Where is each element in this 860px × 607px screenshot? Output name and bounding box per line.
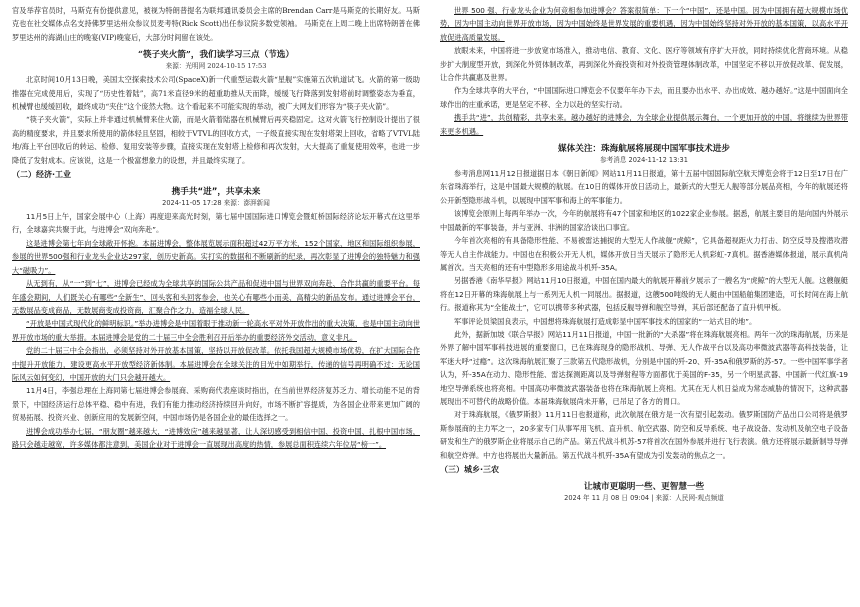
right-column [440, 4, 848, 505]
article4-byline: 2024 年 11 月 08 日 09:04 | 来源：人民网-观点频道 [564, 494, 724, 502]
section-heading-economy: （二）经济·工业 [12, 170, 72, 180]
article2-continued-paragraph: 世界 500 强、行业龙头企业为何竞相参加进博会？答案很简单：下一个“中国”，还是中国。因为中国拥有超大规模市场优势，因为中国主动向世界开放市场，因为中国始终是世界发展的重要机遇，因为中国始终坚持对外开放的基本国策，以高水平开放促进高质量发展。 [440, 6, 848, 42]
article3-paragraph: 今年首次亮相的有具备隐形性能、不易被雷达捕捉的大型无人作战舰“虎鲸”，它具备超视距火力打击、防空反导及搜潜攻潜等无人自主作战能力。中国也在积极公开无人机，媒体开放日当天展示了隐形无人机彩虹-7真机。据香港媒体报道，展示真机尚属首次。当天亮相的还有中型隐形多用途战斗机歼-35A。 [440, 236, 848, 272]
article2-paragraph: 11月4日，李强总理在上海同第七届进博会参展商、采购商代表座谈时指出，在当前世界经济复苏乏力、增长动能不足的背景下，中国经济运行总体平稳、稳中有进，我们有能力推动经济持续回升向好，市场不断扩容提质，为各国企业带来更加广阔的贸易拓展、投资兴业、创新应用的发展新空间，中国市场仍是各国企业的最佳选择之一。 [12, 386, 420, 423]
article4-title: 让城市更聪明一些、更智慧一些 [583, 482, 705, 492]
article2-byline: 2024-11-05 17:28 来源：澎湃新闻 [162, 199, 270, 208]
article3-byline: 参考消息 2024-11-12 13:31 [600, 156, 688, 165]
section-heading-urban-rural: （三）城乡·三农 [440, 465, 500, 474]
article1-paragraph: “筷子夹火箭”，实际上并非通过机械臂来住火箭，而是火箭着陆器在机械臂后再夹稳固定。这对火箭飞行控制设计提出了很高的精度要求，并且要求所使用的箭体轻且坚固，相较于VTVL的回收方式，一子级直接实现在发射塔架上回收，省略了VTVL陆地/海上平台回收后的转运、检修、复用安装等步骤，直接实现在发射塔上检修和再次发射，大大提高了重复使用效率，也进一步降低了发射成本。应该说，这是一个极富想象力的设想，并且最终实现了。 [12, 115, 420, 165]
article2-continued-paragraph: 作为全球共享的大平台，“中国国际进口博览会不仅要年年办下去，而且要办出水平、办出成效、越办越好。”这是中国面向全球作出的庄重承诺，更是坚定不移、全力以赴的坚实行动。 [440, 86, 848, 109]
left-column [12, 4, 420, 451]
article3-paragraph: 军事评论员梁国良表示，中国想将珠海航展打造成彰显中国军事技术的国家的“一站式目的地”。 [454, 316, 757, 326]
article1-title: “筷子夹火箭”，我们读学习三点（节选） [138, 50, 294, 61]
article3-title: 媒体关注：珠海航展将展现中国军事技术进步 [558, 144, 730, 155]
article2-continued-paragraph: 携手共“进”，共创精彩，共享未来。越办越好的进博会，为全球企业提供展示舞台，一个更加开放的中国，将继续为世界带来更多机遇。 [440, 113, 848, 136]
article3-paragraph: 另据香港《南华早报》网站11月10日报道，中国在国内最大的航展开幕前夕展示了一艘名为“虎鲸”的大型无人舰。这艘舰艇将在12日开幕的珠海航展上与一系列无人机一同展出。据报道，这艘500吨级的无人艇由中国船舶集团建造，可长时间在海上航行。报道称其为“全能战士”，它可以携带多种武器，包括反舰导弹和舰空导弹，其后部还配备了直升机甲板。 [440, 276, 848, 313]
article3-paragraph: 参考消息网11月12日报道据日本《朝日新闻》网站11月11日报道，第十五届中国国际航空航天博览会将于12日至17日在广东省珠海举行，这是中国最大规模的航展。在10日的媒体开放日活动上，最新式的大型无人舰等部分展品亮相，今年的航展还将公开新型隐形战斗机，以展现中国军事和海上的军事能力。 [440, 169, 848, 205]
article2-paragraph-underlined: 从无到有，从“一”到“七”，进博会已经成为全球共享的国际公共产品和促进中国与世界双向奔赴、合作共赢的重要平台。每年盛会期间，人们既关心有哪些“全新生”、回头客和头回客参会，也关心有哪些小而美、高精尖的新品发布。通过进博会平台，无数展品变成商品，无数展商变成投资商，汇聚合作之力，造福全球人民。 [12, 279, 420, 315]
article1-paragraph: 北京时间10月13日晚，美国太空探索技术公司(SpaceX)新一代重型运载火箭“星舰”实施第五次轨道试飞。火箭的第一级助推器在完成使用后，实现了“历史性着陆”，高71米直径9米的超重助推从天而降，缓缓飞行降落到发射塔前时调整姿态为垂直，机械臂也缓缓回收，最终成功“夹住”这个庞然大物。这个看起来不可能实现的举动，被广大网友们形容为“筷子夹火箭”。 [12, 75, 420, 112]
article2-paragraph-underlined: 这是进博会第七年向全球敞开怀抱。本届进博会，整体展览展示面积超过42万平方米，152个国家、地区和国际组织参展，参展的世界500强和行业龙头企业达297家，创历史新高。实打实的数据和不断刷新的纪录，再次彰显了进博会的独特魅力和强大“磁吸力”。 [12, 238, 420, 275]
article2-paragraph: 11月5日上午，国家会展中心（上海）再度迎来高光时刻，第七届中国国际进口博览会暨虹桥国际经济论坛开幕式在这里举行，全球嘉宾共聚于此，与进博会“双向奔赴”。 [12, 212, 420, 235]
article3-paragraph: 该博览会原则上每两年举办一次，今年的航展将有47个国家和地区的1022家企业参展。据悉，航展主要目的是向国内外展示中国最新的军事装备，并与亚洲、非洲的国家洽谈出口事宜。 [440, 209, 849, 232]
article2-paragraph-underlined: 进博会成功举办七届，“朋友圈”越来越大，“进博效应”越来越显著，让人深切感受到相信中国、投资中国、扎根中国市场，路只会越走越宽，许多媒体都注意到，美国企业对于进博会一直展现出高度的热情，参展总面积连续六年位居“榜一”。 [12, 426, 420, 449]
article2-paragraph-underlined: “开放是中国式现代化的鲜明标识。”举办进博会是中国着眼于推动新一轮高水平对外开放作出的重大决策，也是中国主动向世界开放市场的重大举措。本届进博会是党的二十届三中全会胜利召开后举办的重要经济外交活动，意义非凡。 [12, 319, 420, 342]
article3-paragraph: 对于珠海航展，《俄罗斯报》11月11日也报道称，此次航展在俄方是一次有望引起轰动。俄罗斯国防产品出口公司将是俄罗斯参展商的主力军之一，20多家专门从事军用飞机、直升机、航空武器、防空和反导系统、电子战设备、发动机及航空电子设备研发和生产的俄罗斯企业将展示自己的产品。第五代战斗机苏-57将首次在国外参展并进行飞行表演。俄方还将展示最新制导导弹和航空炸弹。中方也将展出大量新品。第五代战斗机歼-35A有望成为引发轰动的焦点之一。 [440, 410, 848, 460]
article2-title: 携手共“进”，共享未来 [171, 187, 261, 198]
article1-byline: 来源：光明网 2024-10-15 17:53 [165, 62, 267, 71]
article2-continued-paragraph: 放眼未来，中国将进一步放宽市场准入，推动电信、教育、文化、医疗等领域有序扩大开放，同时持续优化营商环境。从稳步扩大制度型开放，到深化外贸体制改革，再到深化外商投资和对外投资管理体制改革，中国坚定不移以开放促改革、促发展，让合作共赢惠及世界。 [440, 46, 848, 83]
article2-paragraph-underlined: 党的二十届三中全会指出，必须坚持对外开放基本国策，坚持以开放促改革。依托我国超大规模市场优势，在扩大国际合作中提升开放能力，建设更高水平开放型经济新体制。本届进博会在全球关注的目光中如期举行，传递的信号再明确不过：无论国际风云如何变幻，中国开放的大门只会越开越大。 [12, 346, 420, 382]
intro-paragraph: 官及举荐官员时，马斯克有份提供意见，被视为特朗普提名为联邦通讯委员会主席的Brendan Carr是马斯克的长期好友。马斯克也在社交媒体点名支持佛罗里达州众参议员麦考特(Rick Scott)出任参议院多数党领袖。 马斯克在上周二晚上出席特朗普在佛罗里达州的海湖山庄的晚宴(VIP)晚宴后，大部分时间留在该处。 [12, 6, 420, 42]
article3-paragraph: 此外，据新加坡《联合早报》网站11月11日报道，中国一批新的“大杀器”将在珠海航展亮相。两年一次的珠海航展，历来是外界了解中国军事科技进展的重要窗口，已在珠海现身的隐形战机、导弹、无人作战平台以及高功率微波武器等高科技装备，让军迷大呼“过瘾”。这次珠海航展汇聚了三款第五代隐形战机，分别是中国的歼-20、歼-35A和俄罗斯的苏-57。一些中国军事学者认为，歼-35A在动力、隐形性能、雷达探测距离以及导弹射程等方面都优于美国的F-35，另一个明星武器、中国新一代红旗-19地空导弹系统也将亮相。中国高功率微波武器装备也将在珠海航展上亮相。尤其在无人机日益成为常态威胁的情况下，这种武器展现出不可替代的战略价值。本届珠海航展尚未开幕，已吊足了各方的胃口。 [440, 329, 848, 406]
